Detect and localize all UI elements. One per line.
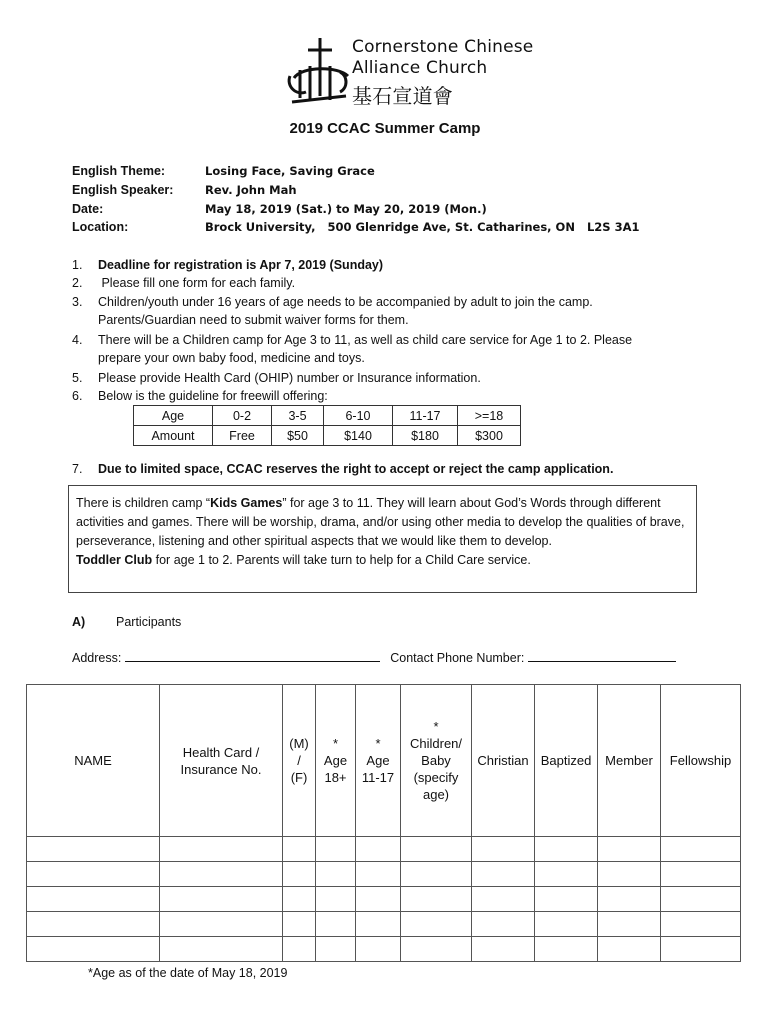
list-item-number: 6. [72, 389, 83, 403]
table-cell[interactable] [535, 912, 598, 937]
info-label: English Theme: [72, 164, 166, 178]
header-line: (M) [289, 736, 309, 751]
column-header-children [401, 685, 472, 837]
table-cell: $140 [324, 426, 393, 446]
list-item-text: Deadline for registration is Apr 7, 2019 (Sunday) [98, 258, 384, 272]
info-row-theme [72, 164, 375, 178]
church-cross-logo-icon [282, 36, 352, 108]
table-cell[interactable] [27, 862, 160, 887]
header-line: 11-17 [361, 770, 395, 785]
table-cell: 11-17 [393, 406, 458, 426]
table-header-cell: Age [134, 406, 213, 426]
header-line: * [433, 719, 439, 734]
notice-bold-text: Toddler Club [76, 553, 153, 567]
table-cell[interactable] [401, 887, 472, 912]
table-cell: 6-10 [324, 406, 393, 426]
list-item-text: Children/youth under 16 years of age needs to be accompanied by adult to join the camp. [98, 295, 593, 309]
header-line: age) [422, 787, 450, 802]
table-cell: 3-5 [272, 406, 324, 426]
list-item [72, 331, 712, 367]
table-cell[interactable] [283, 837, 316, 862]
column-header-age-youth [356, 685, 401, 837]
table-cell[interactable] [598, 862, 661, 887]
list-item-text: Please provide Health Card (OHIP) number or Insurance information. [98, 371, 481, 385]
column-header-christian: Christian [472, 685, 535, 837]
age-footnote: *Age as of the date of May 18, 2019 [88, 966, 288, 980]
header-line: * [332, 736, 339, 751]
table-cell[interactable] [356, 937, 401, 962]
header-line: (F) [290, 770, 308, 785]
list-item-number: 1. [72, 258, 83, 272]
table-cell[interactable] [535, 937, 598, 962]
table-header-cell: Amount [134, 426, 213, 446]
header-line: * [375, 736, 381, 751]
table-cell: >=18 [458, 406, 521, 426]
notice-paragraph [76, 494, 689, 551]
table-cell[interactable] [316, 837, 356, 862]
phone-label: Contact Phone Number: [390, 651, 525, 665]
table-cell[interactable] [472, 937, 535, 962]
list-item-text: Please fill one form for each family. [98, 276, 296, 290]
column-header-name: NAME [27, 685, 160, 837]
info-row-date [72, 202, 487, 216]
table-cell[interactable] [316, 912, 356, 937]
notice-text: There is children camp “ [76, 496, 211, 510]
table-cell[interactable] [472, 912, 535, 937]
info-value: Brock University, 500 Glenridge Ave, St. Catharines, ON L2S 3A1 [205, 220, 640, 234]
table-row [27, 912, 741, 937]
table-cell[interactable] [283, 937, 316, 962]
table-cell[interactable] [472, 837, 535, 862]
list-item [72, 369, 712, 387]
column-header-health-card [160, 685, 283, 837]
address-field[interactable] [125, 649, 380, 662]
table-cell[interactable] [160, 912, 283, 937]
participants-table [26, 684, 741, 962]
table-cell[interactable] [27, 837, 160, 862]
info-value: Rev. John Mah [205, 183, 297, 197]
table-cell[interactable] [283, 887, 316, 912]
table-row [134, 406, 521, 426]
list-item-number: 3. [72, 295, 83, 309]
table-cell[interactable] [160, 837, 283, 862]
table-row [27, 862, 741, 887]
list-item [72, 256, 712, 274]
table-cell[interactable] [401, 912, 472, 937]
table-cell[interactable] [283, 862, 316, 887]
table-cell[interactable] [316, 887, 356, 912]
list-item [72, 460, 712, 478]
table-cell[interactable] [598, 937, 661, 962]
table-row [27, 887, 741, 912]
table-cell[interactable] [356, 862, 401, 887]
info-row-location [72, 220, 639, 234]
notice-text: ” for age 3 to 11. They will learn about God’s Words through different activities and games. There will be worship, drama, and/or using other media to develop the qualities of brave, perseverance, listening and other spiritual aspects that we would like them to develop. [76, 496, 685, 548]
list-item-number: 2. [72, 276, 83, 290]
table-cell[interactable] [535, 887, 598, 912]
church-name-line2: Alliance Church [352, 58, 488, 78]
table-cell[interactable] [27, 887, 160, 912]
table-cell[interactable] [316, 862, 356, 887]
church-name-chinese: 基石宣道會 [352, 84, 453, 108]
table-row [134, 426, 521, 446]
church-name-line1: Cornerstone Chinese [352, 37, 534, 57]
notice-text: for age 1 to 2. Parents will take turn to help for a Child Care service. [152, 553, 531, 567]
camp-notice-box [68, 485, 697, 593]
info-value: May 18, 2019 (Sat.) to May 20, 2019 (Mon.) [205, 202, 487, 216]
list-item-continuation: Parents/Guardian need to submit waiver forms for them. [98, 313, 409, 327]
table-cell: $300 [458, 426, 521, 446]
page-title: 2019 CCAC Summer Camp [289, 120, 481, 137]
table-cell[interactable] [661, 937, 741, 962]
table-cell[interactable] [27, 937, 160, 962]
column-header-member: Member [598, 685, 661, 837]
table-row [27, 937, 741, 962]
table-cell[interactable] [535, 837, 598, 862]
info-label: Date: [72, 202, 104, 216]
table-cell[interactable] [356, 912, 401, 937]
column-header-fellowship: Fellowship [661, 685, 741, 837]
list-item-continuation: prepare your own baby food, medicine and toys. [98, 351, 365, 365]
section-letter: A) [72, 615, 86, 629]
address-phone-line [72, 649, 676, 665]
list-item-text: Due to limited space, CCAC reserves the right to accept or reject the camp application. [98, 462, 614, 476]
header-line: 18+ [324, 770, 347, 785]
table-cell[interactable] [401, 937, 472, 962]
table-cell[interactable] [661, 912, 741, 937]
church-logo [282, 36, 534, 108]
table-cell[interactable] [401, 862, 472, 887]
column-header-baptized: Baptized [535, 685, 598, 837]
table-cell[interactable] [401, 837, 472, 862]
table-cell: $180 [393, 426, 458, 446]
info-row-speaker [72, 183, 297, 197]
table-cell: 0-2 [213, 406, 272, 426]
info-label: English Speaker: [72, 183, 174, 197]
list-item [72, 274, 712, 292]
table-cell[interactable] [283, 912, 316, 937]
list-item [72, 293, 712, 329]
list-item-number: 5. [72, 371, 83, 385]
column-header-sex [283, 685, 316, 837]
table-cell[interactable] [316, 937, 356, 962]
table-header-row [27, 685, 741, 837]
table-row [27, 837, 741, 862]
header-line: Age [366, 753, 390, 768]
header-line: Children/ [409, 736, 463, 751]
table-cell[interactable] [472, 862, 535, 887]
list-item-number: 7. [72, 462, 83, 476]
freewill-offering-table [133, 405, 521, 446]
list-item [72, 387, 712, 405]
table-cell[interactable] [661, 887, 741, 912]
notice-paragraph [76, 551, 689, 570]
table-cell[interactable] [160, 887, 283, 912]
table-cell[interactable] [598, 887, 661, 912]
table-cell: $50 [272, 426, 324, 446]
header-line: / [297, 753, 301, 768]
section-title: Participants [116, 615, 182, 629]
table-cell[interactable] [160, 937, 283, 962]
notice-bold-text: Kids Games [210, 496, 283, 510]
info-value: Losing Face, Saving Grace [205, 164, 375, 178]
list-item-text: There will be a Children camp for Age 3 to 11, as well as child care service for Age 1 to 2. Please [98, 333, 633, 347]
table-cell: Free [213, 426, 272, 446]
section-heading [72, 615, 181, 629]
table-cell[interactable] [160, 862, 283, 887]
header-line: Age [323, 753, 348, 768]
table-cell[interactable] [356, 837, 401, 862]
table-cell[interactable] [598, 837, 661, 862]
header-line: (specify [413, 770, 459, 785]
table-cell[interactable] [661, 862, 741, 887]
info-label: Location: [72, 220, 129, 234]
table-cell[interactable] [598, 912, 661, 937]
table-cell[interactable] [535, 862, 598, 887]
table-cell[interactable] [472, 887, 535, 912]
table-cell[interactable] [27, 912, 160, 937]
table-cell[interactable] [661, 837, 741, 862]
phone-field[interactable] [528, 649, 676, 662]
header-line: Health Card / [182, 744, 260, 760]
list-item-number: 4. [72, 333, 83, 347]
header-line: Baby [421, 753, 451, 768]
address-label: Address: [72, 651, 122, 665]
list-item-text: Below is the guideline for freewill offering: [98, 389, 328, 403]
column-header-age-adult [316, 685, 356, 837]
header-line: Insurance No. [180, 761, 262, 777]
table-cell[interactable] [356, 887, 401, 912]
